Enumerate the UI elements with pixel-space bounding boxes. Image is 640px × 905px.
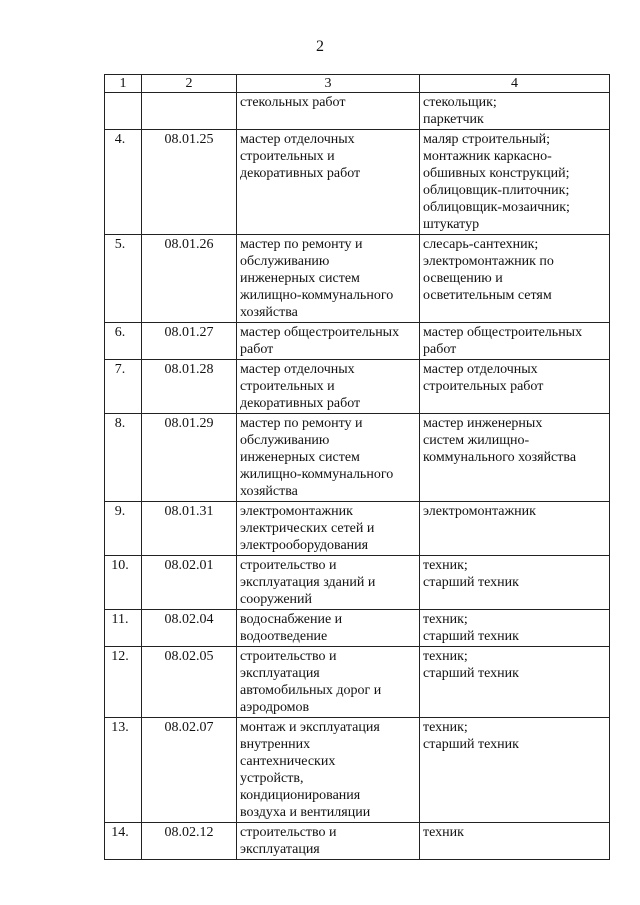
specialty-code-cell xyxy=(142,360,237,414)
table-row xyxy=(105,323,610,360)
specialty-code-cell xyxy=(142,130,237,235)
table-row xyxy=(105,414,610,502)
specialty-name: строительство и эксплуатация зданий и сооружений xyxy=(240,558,376,607)
specialty-code-cell xyxy=(142,823,237,860)
specialty-name: мастер общестроительных работ xyxy=(240,325,400,357)
row-number: 11. xyxy=(111,612,129,627)
qualification: мастер инженерных систем жилищно- коммунального хозяйства xyxy=(423,416,577,465)
specialty-code: 08.02.04 xyxy=(164,612,214,627)
specialty-code: 08.01.29 xyxy=(164,416,214,431)
specialty-code: 08.02.07 xyxy=(164,720,214,735)
qualification: техник; старший техник xyxy=(423,558,519,590)
row-number-cell xyxy=(105,718,142,823)
qualification-cell xyxy=(420,93,610,130)
specialty-code-cell xyxy=(142,718,237,823)
specialty-code: 08.02.05 xyxy=(164,649,214,664)
specialty-name-cell xyxy=(237,556,420,610)
specialty-name-cell xyxy=(237,130,420,235)
specialty-code: 08.02.01 xyxy=(164,558,214,573)
row-number-cell xyxy=(105,323,142,360)
header-cell-4: 4 xyxy=(420,75,610,93)
row-number-cell xyxy=(105,414,142,502)
qualification-cell xyxy=(420,823,610,860)
table-row xyxy=(105,93,610,130)
specialty-name-cell xyxy=(237,610,420,647)
header-cell-1: 1 xyxy=(105,75,142,93)
row-number-cell xyxy=(105,130,142,235)
qualification-cell xyxy=(420,647,610,718)
row-number: 7. xyxy=(114,362,126,377)
row-number-cell xyxy=(105,93,142,130)
qualification-cell xyxy=(420,130,610,235)
qualification: техник; старший техник xyxy=(423,649,519,681)
qualification-cell xyxy=(420,414,610,502)
row-number-cell xyxy=(105,823,142,860)
table-header-row xyxy=(105,75,610,93)
row-number-cell xyxy=(105,647,142,718)
specialty-code-cell xyxy=(142,235,237,323)
qualification-cell xyxy=(420,610,610,647)
table-row xyxy=(105,235,610,323)
qualification: техник xyxy=(423,825,464,840)
specialty-name: мастер отделочных строительных и декоративных работ xyxy=(240,362,361,411)
qualification-cell xyxy=(420,323,610,360)
header-cell-2: 2 xyxy=(142,75,237,93)
specialty-code: 08.02.12 xyxy=(164,825,214,840)
specialty-code: 08.01.27 xyxy=(164,325,214,340)
specialty-code-cell xyxy=(142,414,237,502)
table-row xyxy=(105,360,610,414)
specialty-code-cell xyxy=(142,556,237,610)
row-number: 12. xyxy=(111,649,129,664)
qualification-cell xyxy=(420,235,610,323)
specialty-name: мастер по ремонту и обслуживанию инженерных систем жилищно-коммунального хозяйства xyxy=(240,237,394,320)
specialty-code-cell xyxy=(142,502,237,556)
specialty-code: 08.01.28 xyxy=(164,362,214,377)
row-number: 8. xyxy=(114,416,126,431)
row-number: 9. xyxy=(114,504,126,519)
qualification: мастер общестроительных работ xyxy=(423,325,583,357)
specialty-name-cell xyxy=(237,360,420,414)
qualification: электромонтажник xyxy=(423,504,536,519)
page-number: 2 xyxy=(316,38,324,55)
table-row xyxy=(105,718,610,823)
specialty-name: стекольных работ xyxy=(240,95,346,110)
table-row xyxy=(105,502,610,556)
specialty-code: 08.01.25 xyxy=(164,132,214,147)
row-number-cell xyxy=(105,502,142,556)
row-number: 13. xyxy=(111,720,129,735)
row-number-cell xyxy=(105,235,142,323)
specialty-name: монтаж и эксплуатация внутренних сантехнических устройств, кондиционирования воздуха и вентиляции xyxy=(240,720,380,820)
qualification: стекольщик; паркетчик xyxy=(423,95,497,127)
specialty-code: 08.01.26 xyxy=(164,237,214,252)
qualification-cell xyxy=(420,718,610,823)
table-row xyxy=(105,556,610,610)
specialty-code-cell xyxy=(142,93,237,130)
table-row xyxy=(105,130,610,235)
specialties-table xyxy=(104,74,610,860)
qualification-cell xyxy=(420,502,610,556)
row-number: 5. xyxy=(114,237,126,252)
specialty-name-cell xyxy=(237,823,420,860)
row-number-cell xyxy=(105,610,142,647)
qualification-cell xyxy=(420,360,610,414)
table-row xyxy=(105,823,610,860)
qualification: техник; старший техник xyxy=(423,612,519,644)
specialty-code-cell xyxy=(142,610,237,647)
qualification: мастер отделочных строительных работ xyxy=(423,362,544,394)
specialty-code-cell xyxy=(142,323,237,360)
qualification: маляр строительный; монтажник каркасно- обшивных конструкций; облицовщик-плиточник; облицовщик-мозаичник; штукатур xyxy=(423,132,570,232)
specialty-name: мастер по ремонту и обслуживанию инженерных систем жилищно-коммунального хозяйства xyxy=(240,416,394,499)
specialty-name-cell xyxy=(237,647,420,718)
row-number-cell xyxy=(105,556,142,610)
specialty-name-cell xyxy=(237,93,420,130)
row-number: 10. xyxy=(111,558,129,573)
header-cell-3: 3 xyxy=(237,75,420,93)
qualification: слесарь-сантехник; электромонтажник по освещению и осветительным сетям xyxy=(423,237,554,303)
specialty-name: строительство и эксплуатация xyxy=(240,825,337,857)
row-number-cell xyxy=(105,360,142,414)
row-number: 6. xyxy=(114,325,126,340)
specialty-code-cell xyxy=(142,647,237,718)
row-number: 14. xyxy=(111,825,129,840)
specialty-code: 08.01.31 xyxy=(164,504,214,519)
table-row xyxy=(105,610,610,647)
specialty-name-cell xyxy=(237,323,420,360)
qualification-cell xyxy=(420,556,610,610)
specialty-name: строительство и эксплуатация автомобильных дорог и аэродромов xyxy=(240,649,382,715)
specialty-name: электромонтажник электрических сетей и электрооборудования xyxy=(240,504,375,553)
specialty-name: водоснабжение и водоотведение xyxy=(240,612,343,644)
table-row xyxy=(105,647,610,718)
specialty-name-cell xyxy=(237,502,420,556)
specialty-name-cell xyxy=(237,414,420,502)
specialty-name: мастер отделочных строительных и декоративных работ xyxy=(240,132,361,181)
specialty-name-cell xyxy=(237,718,420,823)
row-number: 4. xyxy=(114,132,126,147)
specialty-name-cell xyxy=(237,235,420,323)
qualification: техник; старший техник xyxy=(423,720,519,752)
